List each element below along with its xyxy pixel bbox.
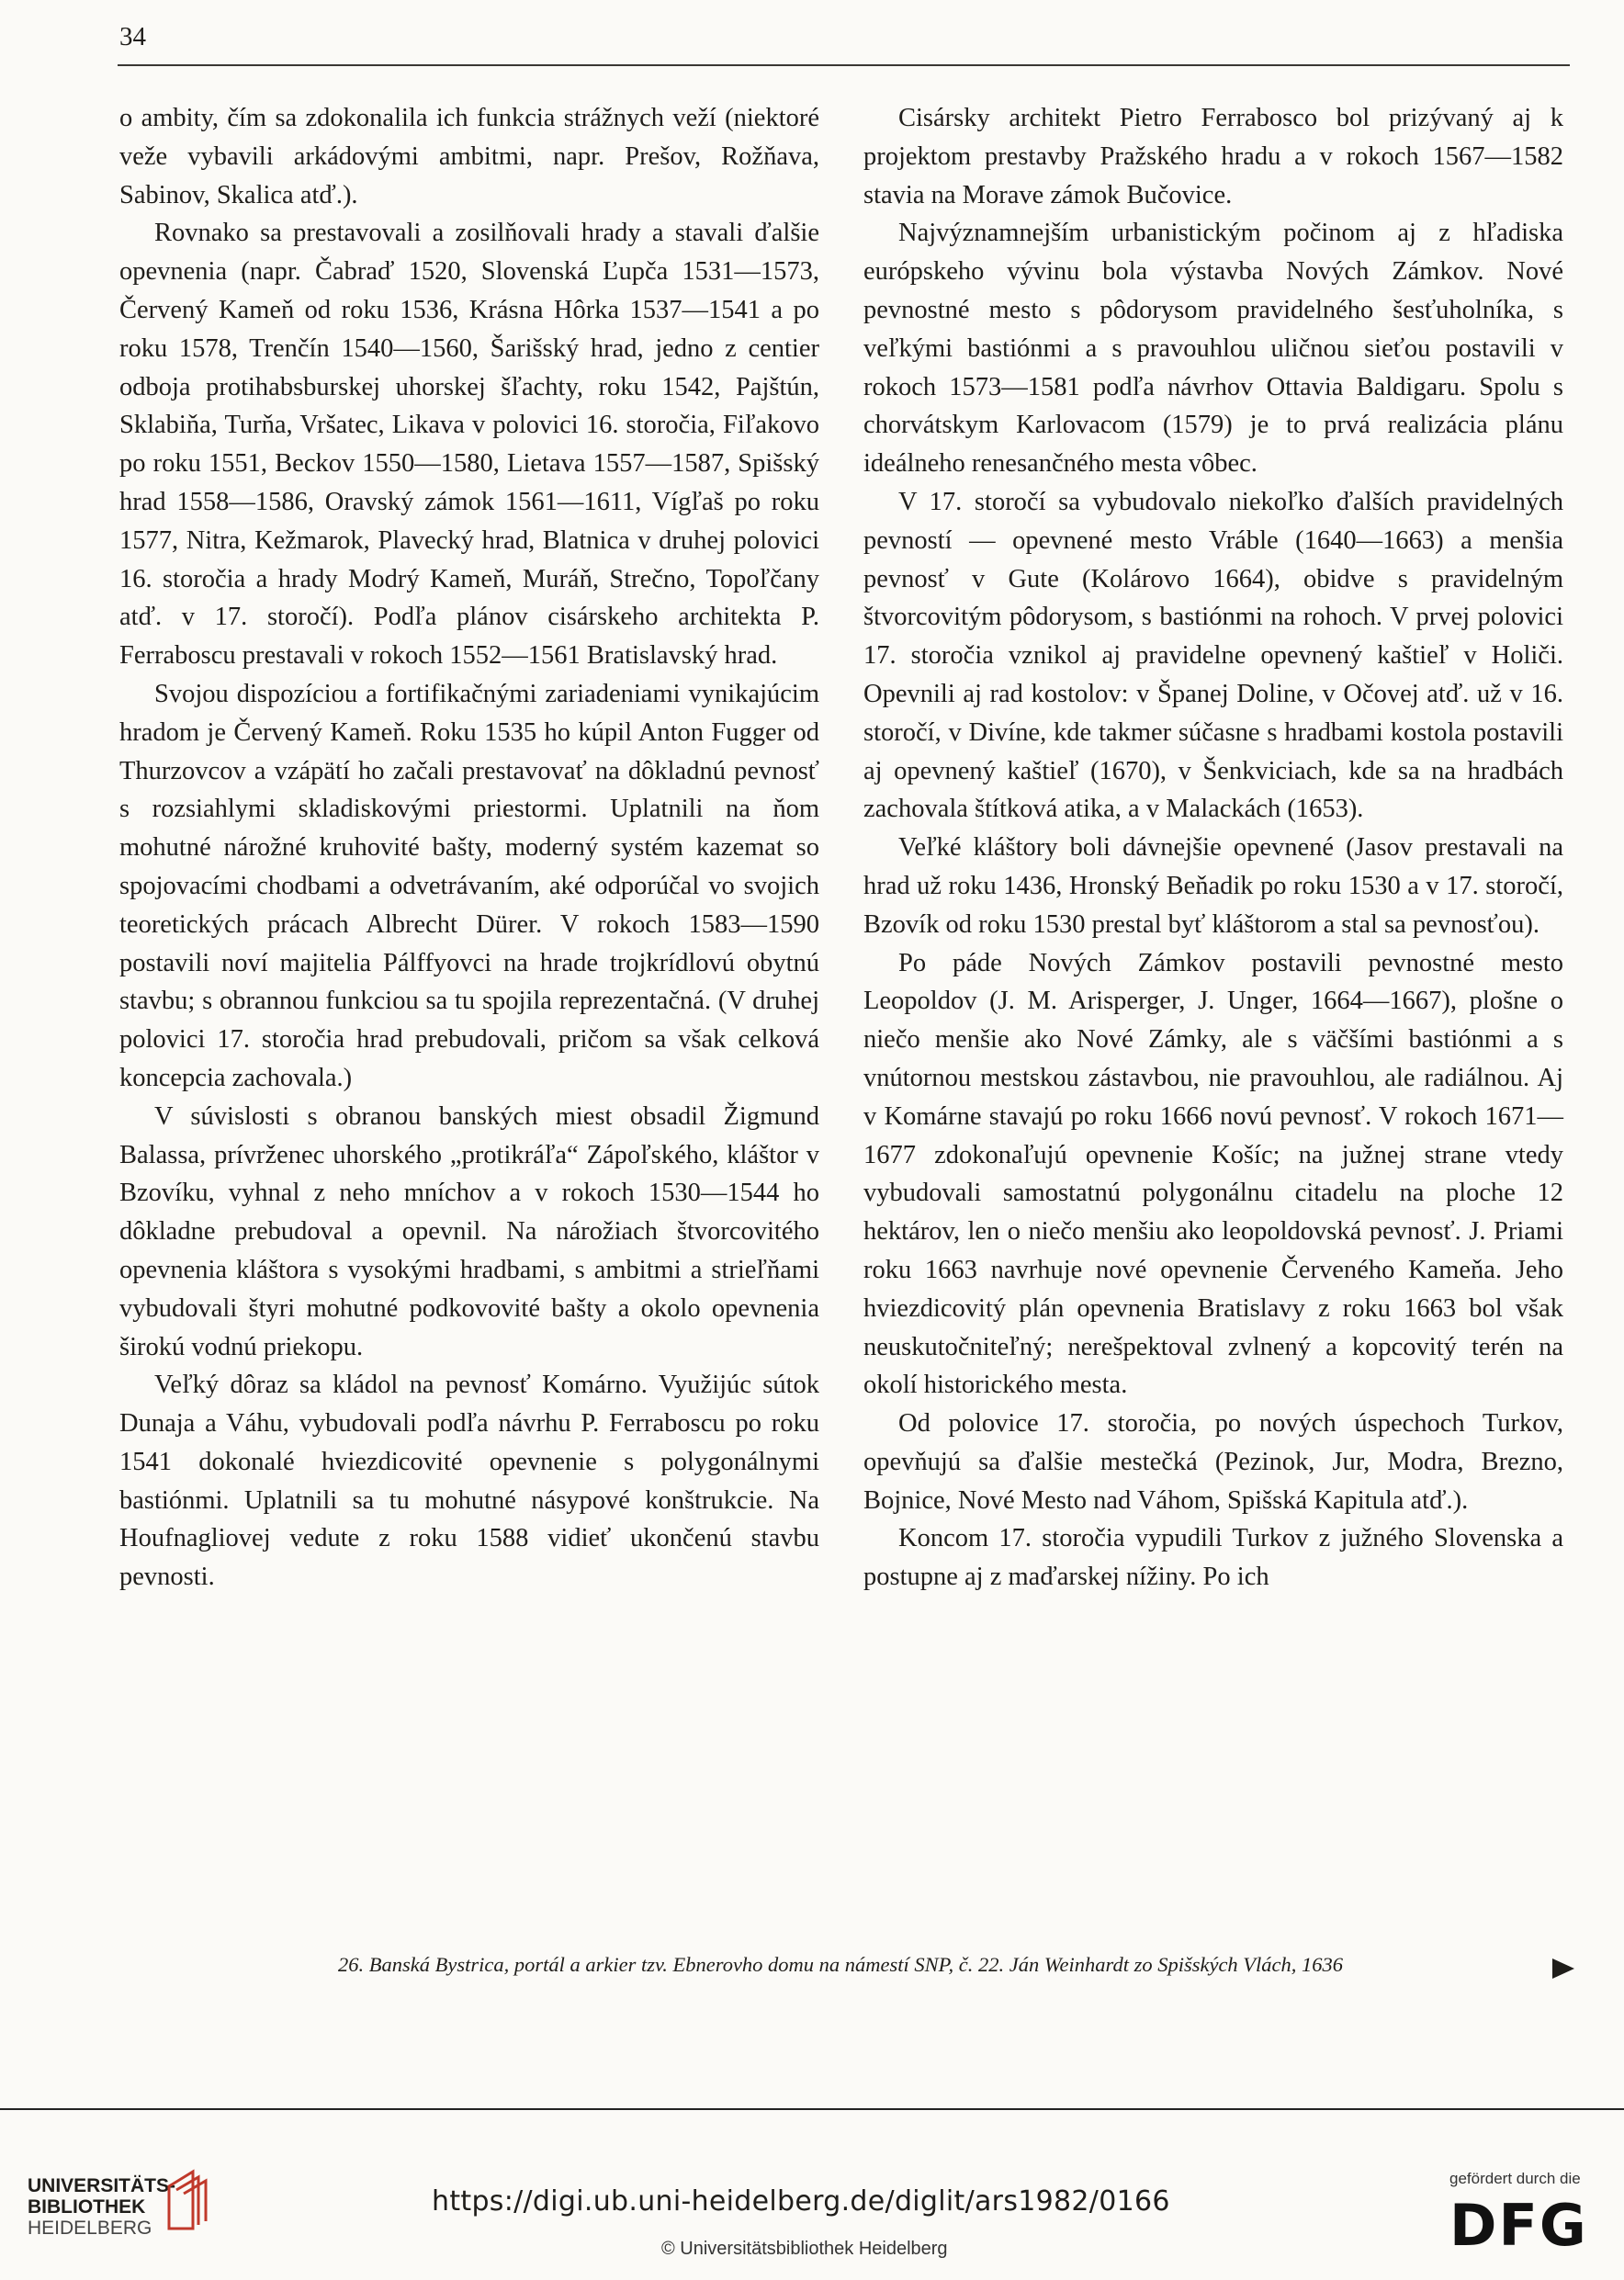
paragraph: Rovnako sa prestavovali a zosilňovali hrady a stavali ďalšie opevnenia (napr. Čabraď 1520, Slovenská Ľupča 1531—1573, Červený Kameň od roku 1536, Krásna Hôrka 1537—1541 a po roku 1578, Trenčín 1540—1560, Šarišský hrad, jedno z centier odboja protihabsburskej uhorskej šľachty, roku 1542, Pajštún, Sklabiňa, Turňa, Vršatec, Likava v polovici 16. storočia, Fiľakovo po roku 1551, Beckov 1550—1580, Lietava 1557—1587, Spišský hrad 1558—1586, Oravský zámok 1561—1611, Vígľaš po roku 1577, Nitra, Kežmarok, Plavecký hrad, Blatnica v druhej polovici 16. storočia a hrady Modrý Kameň, Muráň, Strečno, Topoľčany atď. v 17. storočí). Podľa plánov cisárskeho architekta P. Ferraboscu prestavali v rokoch 1552—1561 Bratislavský hrad. [119,219,819,671]
paragraph: Najvýznamnejším urbanistickým počinom aj z hľadiska európskeho vývinu bola výstavba Nových Zámkov. Nové pevnostné mesto s pôdorysom pravidelného šesťuholníka, s veľkými bastiónmi a s pravouhlou uličnou sieťou postavili v rokoch 1573—1581 podľa návrhov Ottavia Baldigaru. Spolu s chorvátskym Karlovacom (1579) je to prvá realizácia plánu ideálneho renesančného mesta vôbec. [863,219,1563,479]
footer-rule [0,2108,1624,2110]
paragraph: Svojou dispozíciou a fortifikačnými zariadeniami vynikajúcim hradom je Červený Kameň. Roku 1535 ho kúpil Anton Fugger od Thurzovcov a vzápätí ho začali prestavovať na dôkladnú pevnosť s rozsiahlymi skladiskovými priestormi. Uplatnili na ňom mohutné nárožné kruhovité bašty, moderný systém kazemat so spojovacími chodbami a odvetrávaním, aké odporúčal vo svojich teoretických prácach Albrecht Dürer. V rokoch 1583—1590 postavili noví majitelia Pálffyovci na hrade trojkrídlovú obytnú stavbu; s obrannou funkciou sa tu spojila reprezentačná. (V druhej polovici 17. storočia hrad prebudovali, pričom sa však celková koncepcia zachovala.) [119,679,819,1092]
figure-caption-text: 26. Banská Bystrica, portál a arkier tzv. Ebnerovho domu na námestí SNP, č. 22. Ján Weinhardt zo Spišských Vlách, 1636 [338,1953,1344,1976]
funder-label: gefördert durch die [1449,2170,1581,2187]
library-line: HEIDELBERG [28,2218,152,2239]
library-line: BIBLIOTHEK [28,2196,146,2218]
left-column [119,99,819,1597]
paragraph: Koncom 17. storočia vypudili Turkov z južného Slovenska a postupne aj z maďarskej nížiny. Po ich [863,1524,1563,1592]
dfg-logo: DFG [1449,2192,1588,2259]
paragraph: o ambity, čím sa zdokonalila ich funkcia strážnych veží (niektoré veže vybavili arkádovými ambitmi, napr. Prešov, Rožňava, Sabinov, Skalica atď.). [119,104,819,209]
document-url-link[interactable]: https://digi.ub.uni-heidelberg.de/diglit/ars1982/0166 [432,2185,1170,2218]
paragraph: V súvislosti s obranou banských miest obsadil Žigmund Balassa, prívrženec uhorského „protikráľa“ Zápoľského, kláštor v Bzovíku, vyhnal z neho mníchov a v rokoch 1530—1544 ho dôkladne prebudoval a opevnil. Na nárožiach štvorcovitého opevnenia kláštora s vysokými hradbami, s ambitmi a strieľňami vybudovali štyri mohutné podkovovité bašty a okolo opevnenia širokú vodnú priekopu. [119,1101,819,1361]
copyright-text: © Universitätsbibliothek Heidelberg [661,2239,948,2259]
page-number: 34 [119,22,146,51]
figure-caption [338,1953,1532,1977]
paragraph: Veľký dôraz sa kládol na pevnosť Komárno. Využijúc sútok Dunaja a Váhu, vybudovali podľa návrhu P. Ferraboscu po roku 1541 dokonalé hviezdicovité opevnenie s polygonálnymi bastiónmi. Uplatnili sa tu mohutné násypové konštrukcie. Na Houfnagliovej vedute z roku 1588 vidieť ukončenú stavbu pevnosti. [119,1371,819,1592]
library-logo-icon [165,2168,217,2232]
paragraph: Od polovice 17. storočia, po nových úspechoch Turkov, opevňujú sa ďalšie mestečká (Pezinok, Jur, Modra, Brezno, Bojnice, Nové Mesto nad Váhom, Spišská Kapitula atď.). [863,1409,1563,1515]
library-name [28,2175,175,2239]
top-rule [118,64,1570,66]
paragraph: Po páde Nových Zámkov postavili pevnostné mesto Leopoldov (J. M. Arisperger, J. Unger, 1664—1667), plošne o niečo menšie ako Nové Zámky, ale s väčšími bastiónmi a s vnútornou mestskou zástavbou, nie pravouhlou, ale radiálnou. Aj v Komárne stavajú po roku 1666 novú pevnosť. V rokoch 1671—1677 zdokonaľujú opevnenie Košíc; na južnej strane vtedy vybudovali samostatnú polygonálnu citadelu na ploche 12 hektárov, len o niečo menšiu ako leopoldovská pevnosť. J. Priami roku 1663 navrhuje nové opevnenie Červeného Kameňa. Jeho hviezdicovitý plán opevnenia Bratislavy z roku 1663 bol však neuskutočniteľný; nerešpektoval zvlnený a kopcovitý terén na okolí historického mesta. [863,948,1563,1400]
next-page-arrow-icon [1552,1958,1574,1979]
right-column [863,99,1563,1597]
paragraph: Cisársky architekt Pietro Ferrabosco bol prizývaný aj k projektom prestavby Pražského hradu a v rokoch 1567—1582 stavia na Morave zámok Bučovice. [863,104,1563,209]
library-line: UNIVERSITÄTS- [28,2175,176,2196]
paragraph: V 17. storočí sa vybudovalo niekoľko ďalších pravidelných pevností — opevnené mesto Vráble (1640—1663) a menšia pevnosť v Gute (Kolárovo 1664), obidve s pravidelným štvorcovitým pôdorysom, s bastiónmi na rohoch. V prvej polovici 17. storočia vznikol aj pravidelne opevnený kaštieľ v Holiči. Opevnili aj rad kostolov: v Španej Doline, v Očovej atď. už v 16. storočí, v Divíne, kde takmer súčasne s hradbami kostola postavili aj opevnený kaštieľ (1670), v Šenkviciach, kde sa na hradbách zachovala štítková atika, a v Malackách (1653). [863,487,1563,824]
paragraph: Veľké kláštory boli dávnejšie opevnené (Jasov prestavali na hrad už roku 1436, Hronský Beňadik po roku 1530 a v 17. storočí, Bzovík od roku 1530 prestal byť kláštorom a stal sa pevnosťou). [863,833,1563,939]
